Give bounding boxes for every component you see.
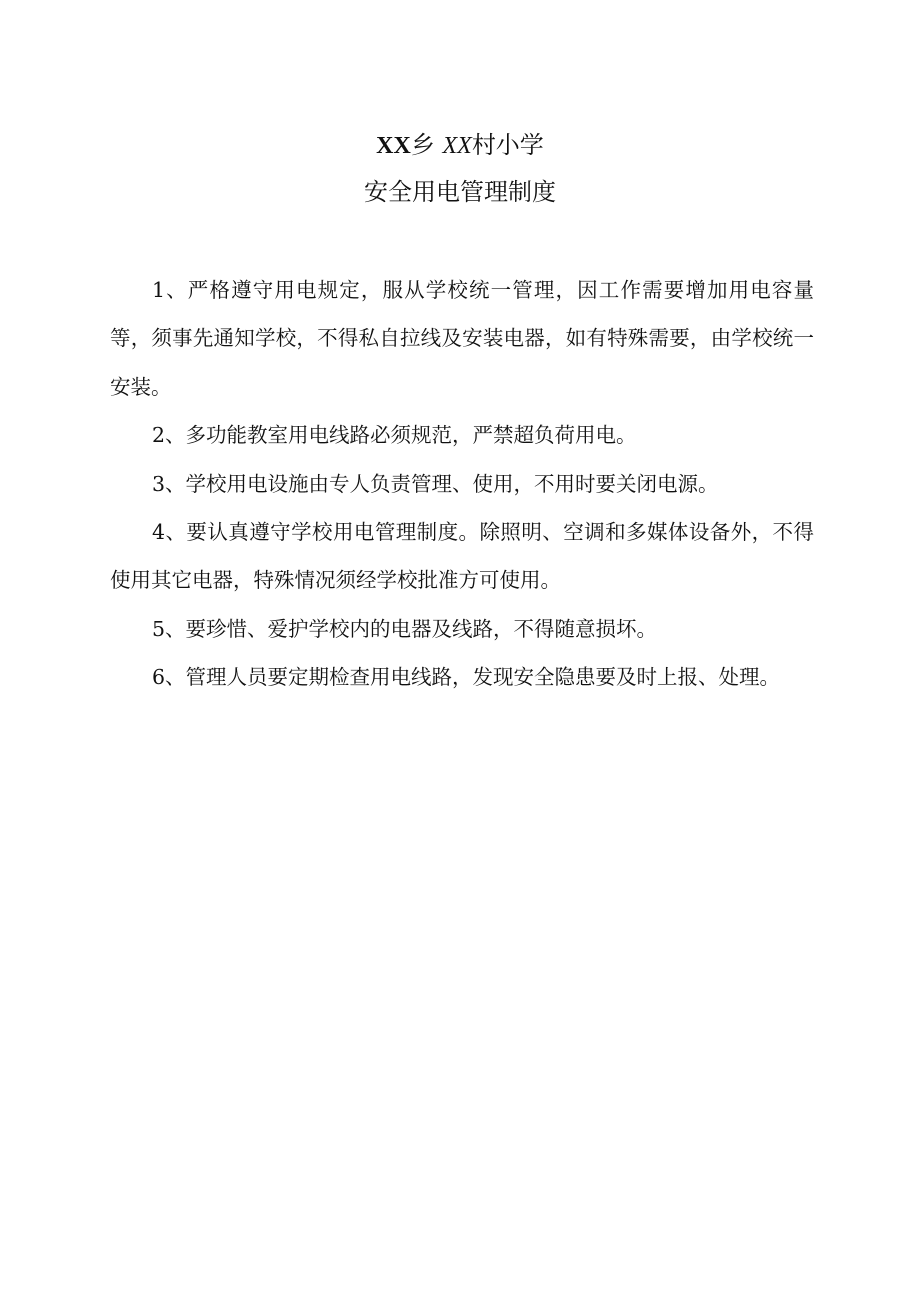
rule-paragraph-3: 3、学校用电设施由专人负责管理、使用，不用时要关闭电源。	[152, 471, 719, 496]
title-regulation-name: 安全用电管理制度	[364, 178, 556, 206]
rule-paragraph-1: 1、严格遵守用电规定，服从学校统一管理，因工作需要增加用电容量等，须事先通知学校，不得私自拉线及安装电器，如有特殊需要，由学校统一安装。	[110, 278, 814, 399]
rule-paragraph-6: 6、管理人员要定期检查用电线路，发现安全隐患要及时上报、处理。	[152, 665, 781, 690]
rule-paragraph-2: 2、多功能教室用电线路必须规范，严禁超负荷用电。	[152, 423, 637, 448]
rule-paragraph-4: 4、要认真遵守学校用电管理制度。除照明、空调和多媒体设备外，不得使用其它电器，特殊情况须经学校批准方可使用。	[110, 520, 814, 593]
rule-paragraph-5: 5、要珍惜、爱护学校内的电器及线路，不得随意损坏。	[152, 616, 658, 641]
title-school-word: 村小学	[471, 131, 544, 159]
title-township-word: 乡	[410, 131, 435, 159]
document-body	[110, 266, 814, 702]
title-village-code: XX	[442, 133, 472, 159]
title-school-name	[0, 126, 920, 164]
document-title	[0, 126, 920, 211]
title-township-code: XX	[376, 133, 411, 159]
